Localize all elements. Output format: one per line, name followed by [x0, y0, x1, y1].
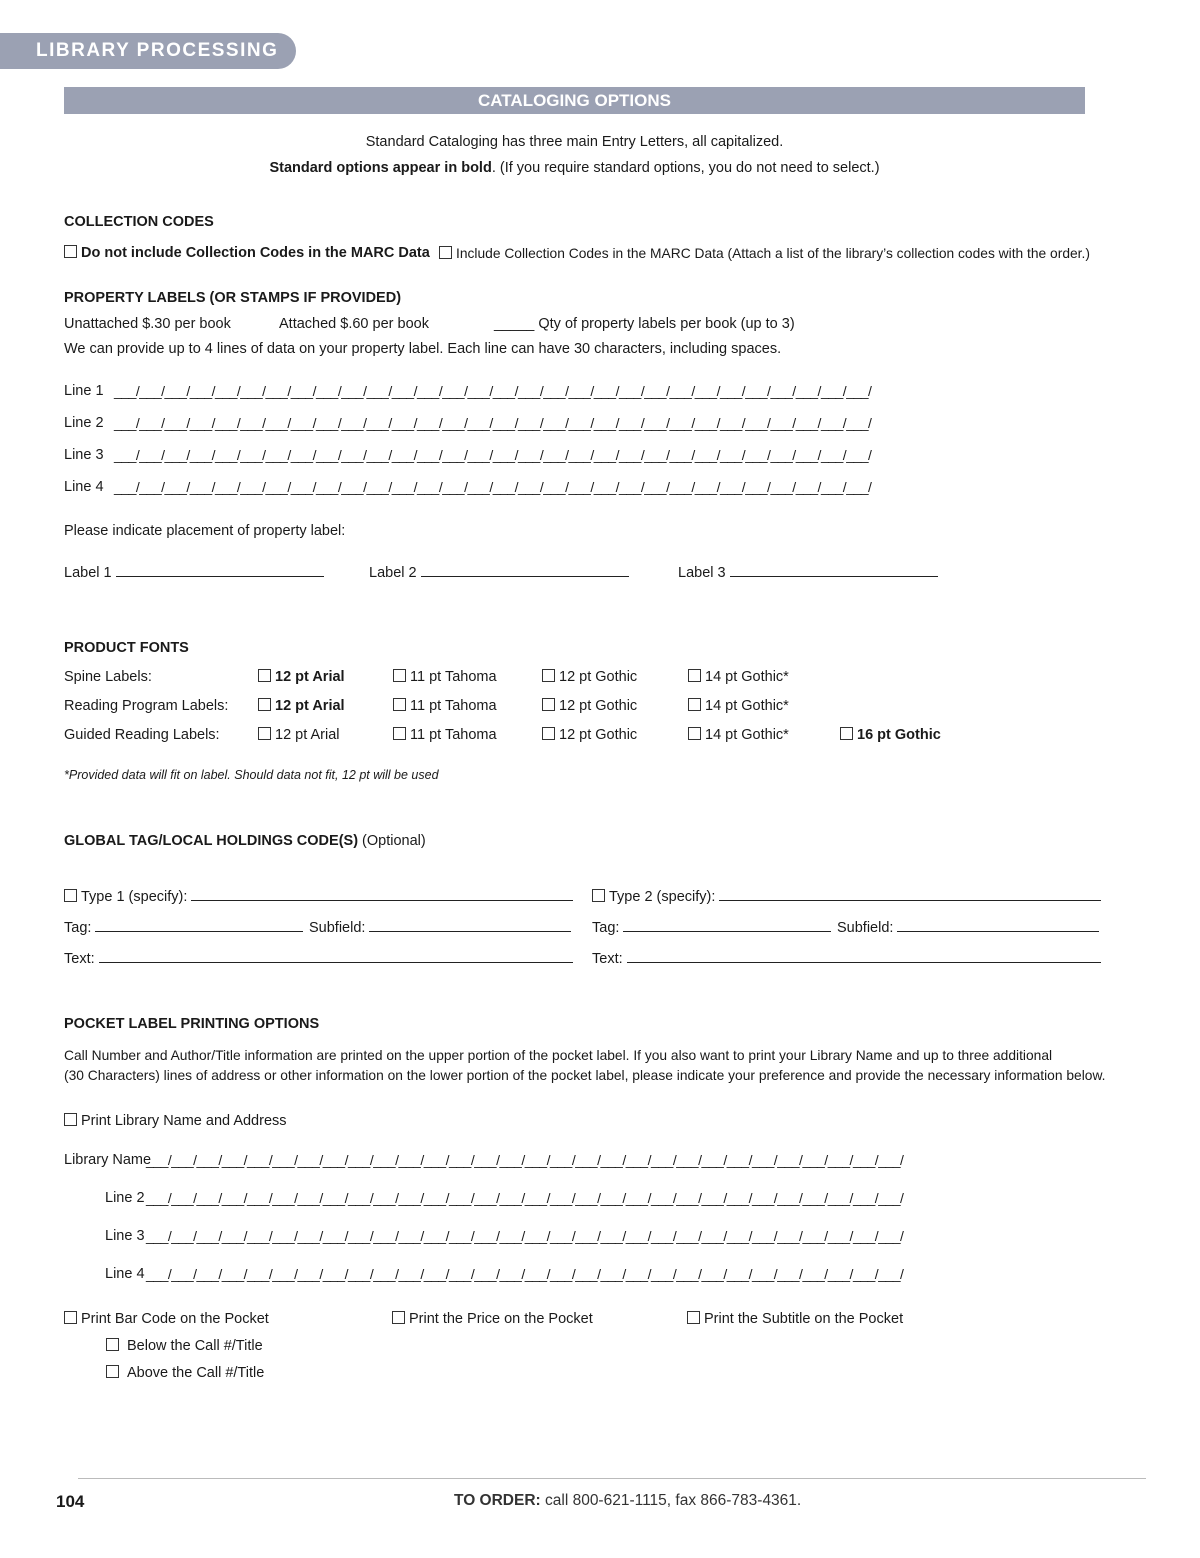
- reading-font-option-1[interactable]: [258, 698, 345, 714]
- option-label: 12 pt Arial: [275, 698, 345, 714]
- pocket-line-4-slots[interactable]: ___/___/___/___/___/___/___/___/___/___/___/___/___/___/___/___/___/___/___/___/___/___/___/___/___/___/___/___/___/___/: [146, 1266, 904, 1282]
- checkbox[interactable]: [688, 727, 701, 740]
- property-labels-heading: PROPERTY LABELS (OR STAMPS IF PROVIDED): [64, 290, 402, 306]
- placement-label-3-text: Label 3: [678, 565, 726, 581]
- property-line-2-slots[interactable]: ___/___/___/___/___/___/___/___/___/___/___/___/___/___/___/___/___/___/___/___/___/___/___/___/___/___/___/___/___/___/: [114, 415, 872, 431]
- unattached-price: Unattached $.30 per book: [64, 316, 231, 332]
- property-line-4-slots[interactable]: ___/___/___/___/___/___/___/___/___/___/___/___/___/___/___/___/___/___/___/___/___/___/___/___/___/___/___/___/___/___/: [114, 479, 872, 495]
- option-label: 12 pt Arial: [275, 727, 340, 743]
- placement-label-2-field[interactable]: [421, 562, 629, 577]
- property-line-1-slots[interactable]: ___/___/___/___/___/___/___/___/___/___/___/___/___/___/___/___/___/___/___/___/___/___/___/___/___/___/___/___/___/___/: [114, 383, 872, 399]
- checkbox[interactable]: [64, 245, 77, 258]
- option-label: 12 pt Arial: [275, 669, 345, 685]
- placement-label-2-text: Label 2: [369, 565, 417, 581]
- text-1-input[interactable]: [99, 948, 573, 963]
- checkbox[interactable]: [393, 698, 406, 711]
- footer-divider: [78, 1478, 1146, 1479]
- collection-codes-heading: COLLECTION CODES: [64, 214, 214, 230]
- guided-font-option-3[interactable]: [542, 727, 637, 743]
- checkbox[interactable]: [64, 889, 77, 902]
- checkbox[interactable]: [439, 246, 452, 259]
- above-call-option[interactable]: [106, 1365, 264, 1381]
- placement-label-3[interactable]: [678, 562, 938, 581]
- checkbox[interactable]: [687, 1311, 700, 1324]
- guided-font-option-2[interactable]: [393, 727, 497, 743]
- checkbox[interactable]: [542, 669, 555, 682]
- section-tab: [0, 33, 296, 69]
- collection-codes-option-2[interactable]: [439, 246, 1090, 261]
- qty-field[interactable]: [494, 316, 795, 332]
- checkbox[interactable]: [106, 1365, 119, 1378]
- checkbox[interactable]: [688, 669, 701, 682]
- property-line-3-slots[interactable]: ___/___/___/___/___/___/___/___/___/___/___/___/___/___/___/___/___/___/___/___/___/___/___/___/___/___/___/___/___/___/: [114, 447, 872, 463]
- pocket-info-line-2: (30 Characters) lines of address or other information on the lower portion of the pocket label, please indicate your preference and provide the necessary information below.: [64, 1068, 1106, 1083]
- checkbox[interactable]: [393, 669, 406, 682]
- attached-price: Attached $.60 per book: [279, 316, 429, 332]
- reading-font-option-2[interactable]: [393, 698, 497, 714]
- subfield-1-label: Subfield:: [309, 920, 366, 936]
- order-info: [454, 1492, 801, 1510]
- checkbox[interactable]: [542, 698, 555, 711]
- guided-font-option-4[interactable]: [688, 727, 789, 743]
- text-1-label: Text:: [64, 951, 95, 967]
- pocket-line-4-label: Line 4: [105, 1266, 145, 1282]
- property-line-1-label: Line 1: [64, 383, 104, 399]
- option-label: 16 pt Gothic: [857, 727, 941, 743]
- type-1-input[interactable]: [191, 886, 573, 901]
- global-tag-heading: [64, 833, 426, 849]
- intro-line-1: Standard Cataloging has three main Entry Letters, all capitalized.: [365, 134, 784, 150]
- checkbox[interactable]: [592, 889, 605, 902]
- font-note: *Provided data will fit on label. Should data not fit, 12 pt will be used: [64, 768, 439, 782]
- placement-label-1[interactable]: [64, 562, 324, 581]
- tag-2-input[interactable]: [623, 917, 831, 932]
- spine-font-option-1[interactable]: [258, 669, 345, 685]
- text-2-input[interactable]: [627, 948, 1101, 963]
- option-label: 12 pt Gothic: [559, 727, 638, 743]
- checkbox[interactable]: [840, 727, 853, 740]
- tag-2-field[interactable]: [592, 917, 831, 936]
- text-2-field[interactable]: [592, 948, 1101, 967]
- library-name-label: Library Name: [64, 1152, 152, 1168]
- global-tag-heading-bold: GLOBAL TAG/LOCAL HOLDINGS CODE(S): [64, 833, 359, 849]
- text-1-field[interactable]: [64, 948, 573, 967]
- type-1-field[interactable]: [64, 886, 573, 905]
- checkbox[interactable]: [542, 727, 555, 740]
- spine-font-option-2[interactable]: [393, 669, 497, 685]
- checkbox[interactable]: [64, 1311, 77, 1324]
- guided-font-option-5[interactable]: [840, 727, 941, 743]
- subfield-2-field[interactable]: [837, 917, 1099, 936]
- reading-font-option-4[interactable]: [688, 698, 789, 714]
- tag-1-field[interactable]: [64, 917, 303, 936]
- print-library-name-option[interactable]: [64, 1113, 287, 1129]
- type-2-input[interactable]: [719, 886, 1101, 901]
- guided-font-option-1[interactable]: [258, 727, 340, 743]
- reading-program-labels-label: Reading Program Labels:: [64, 698, 229, 714]
- option-label: 14 pt Gothic*: [705, 698, 789, 714]
- text-2-label: Text:: [592, 951, 623, 967]
- property-line-4-label: Line 4: [64, 479, 104, 495]
- order-contact: call 800-621-1115, fax 866-783-4361.: [540, 1492, 802, 1509]
- option-label: 14 pt Gothic*: [705, 727, 789, 743]
- spine-font-option-3[interactable]: [542, 669, 637, 685]
- spine-labels-label: Spine Labels:: [64, 669, 152, 685]
- pocket-line-2-label: Line 2: [105, 1190, 145, 1206]
- price-option[interactable]: [392, 1311, 593, 1327]
- tag-1-input[interactable]: [95, 917, 303, 932]
- placement-label-3-field[interactable]: [730, 562, 938, 577]
- section-tab-label: LIBRARY PROCESSING: [36, 40, 279, 61]
- property-label-info: We can provide up to 4 lines of data on your property label. Each line can have 30 characters, including spaces.: [64, 341, 782, 357]
- collection-codes-option-1-label: Do not include Collection Codes in the MARC Data: [81, 245, 430, 261]
- type-1-label: Type 1 (specify):: [81, 889, 188, 905]
- checkbox[interactable]: [106, 1338, 119, 1351]
- option-label: 11 pt Tahoma: [410, 727, 497, 743]
- below-call-option[interactable]: [106, 1338, 263, 1354]
- checkbox[interactable]: [258, 669, 271, 682]
- checkbox[interactable]: [64, 1113, 77, 1126]
- option-label: 12 pt Gothic: [559, 669, 638, 685]
- global-tag-heading-rest: (Optional): [358, 833, 426, 849]
- order-label: TO ORDER:: [454, 1492, 541, 1509]
- below-call-label: Below the Call #/Title: [127, 1338, 263, 1354]
- bar-code-label: Print Bar Code on the Pocket: [81, 1311, 269, 1327]
- option-label: 14 pt Gothic*: [705, 669, 789, 685]
- page-number: 104: [56, 1492, 85, 1511]
- subtitle-option[interactable]: [687, 1311, 903, 1327]
- option-label: 12 pt Gothic: [559, 698, 638, 714]
- option-label: 11 pt Tahoma: [410, 669, 497, 685]
- intro-line-2: [64, 160, 1085, 176]
- library-name-slots[interactable]: ___/___/___/___/___/___/___/___/___/___/___/___/___/___/___/___/___/___/___/___/___/___/___/___/___/___/___/___/___/___/: [146, 1152, 904, 1168]
- pocket-info-line-1: Call Number and Author/Title information are printed on the upper portion of the pocket label. If you also want to print your Library Name and up to three additional: [64, 1048, 1053, 1063]
- subfield-2-label: Subfield:: [837, 920, 894, 936]
- placement-label-1-field[interactable]: [116, 562, 324, 577]
- price-label: Print the Price on the Pocket: [409, 1311, 593, 1327]
- qty-label: Qty of property labels per book (up to 3): [538, 316, 795, 332]
- print-library-name-label: Print Library Name and Address: [81, 1113, 287, 1129]
- subfield-2-input[interactable]: [897, 917, 1099, 932]
- subfield-1-field[interactable]: [309, 917, 571, 936]
- product-fonts-heading: PRODUCT FONTS: [64, 640, 189, 656]
- checkbox[interactable]: [258, 727, 271, 740]
- checkbox[interactable]: [393, 727, 406, 740]
- collection-codes-option-2-label: Include Collection Codes in the MARC Data (Attach a list of the library’s collection codes with the order.): [456, 246, 1090, 261]
- type-2-label: Type 2 (specify):: [609, 889, 716, 905]
- placement-prompt: Please indicate placement of property label:: [64, 523, 346, 539]
- guided-reading-labels-label: Guided Reading Labels:: [64, 727, 220, 743]
- subtitle-label: Print the Subtitle on the Pocket: [704, 1311, 904, 1327]
- qty-blank[interactable]: _____: [494, 316, 535, 332]
- pocket-line-2-slots[interactable]: ___/___/___/___/___/___/___/___/___/___/___/___/___/___/___/___/___/___/___/___/___/___/___/___/___/___/___/___/___/___/: [146, 1190, 904, 1206]
- checkbox[interactable]: [392, 1311, 405, 1324]
- type-2-field[interactable]: [592, 886, 1101, 905]
- collection-codes-option-1[interactable]: [64, 245, 430, 261]
- placement-label-1-text: Label 1: [64, 565, 112, 581]
- pocket-label-heading: POCKET LABEL PRINTING OPTIONS: [64, 1016, 320, 1032]
- checkbox[interactable]: [688, 698, 701, 711]
- property-line-2-label: Line 2: [64, 415, 104, 431]
- property-line-3-label: Line 3: [64, 447, 104, 463]
- tag-2-label: Tag:: [592, 920, 620, 936]
- pocket-line-3-slots[interactable]: ___/___/___/___/___/___/___/___/___/___/___/___/___/___/___/___/___/___/___/___/___/___/___/___/___/___/___/___/___/___/: [146, 1228, 904, 1244]
- banner-title: CATALOGING OPTIONS: [64, 87, 1085, 114]
- intro-bold: Standard options appear in bold: [269, 160, 492, 176]
- checkbox[interactable]: [258, 698, 271, 711]
- intro-rest: . (If you require standard options, you do not need to select.): [491, 160, 880, 176]
- placement-label-2[interactable]: [369, 562, 629, 581]
- reading-font-option-3[interactable]: [542, 698, 637, 714]
- bar-code-option[interactable]: [64, 1311, 269, 1327]
- above-call-label: Above the Call #/Title: [127, 1365, 265, 1381]
- subfield-1-input[interactable]: [369, 917, 571, 932]
- option-label: 11 pt Tahoma: [410, 698, 497, 714]
- spine-font-option-4[interactable]: [688, 669, 789, 685]
- pocket-line-3-label: Line 3: [105, 1228, 145, 1244]
- tag-1-label: Tag:: [64, 920, 92, 936]
